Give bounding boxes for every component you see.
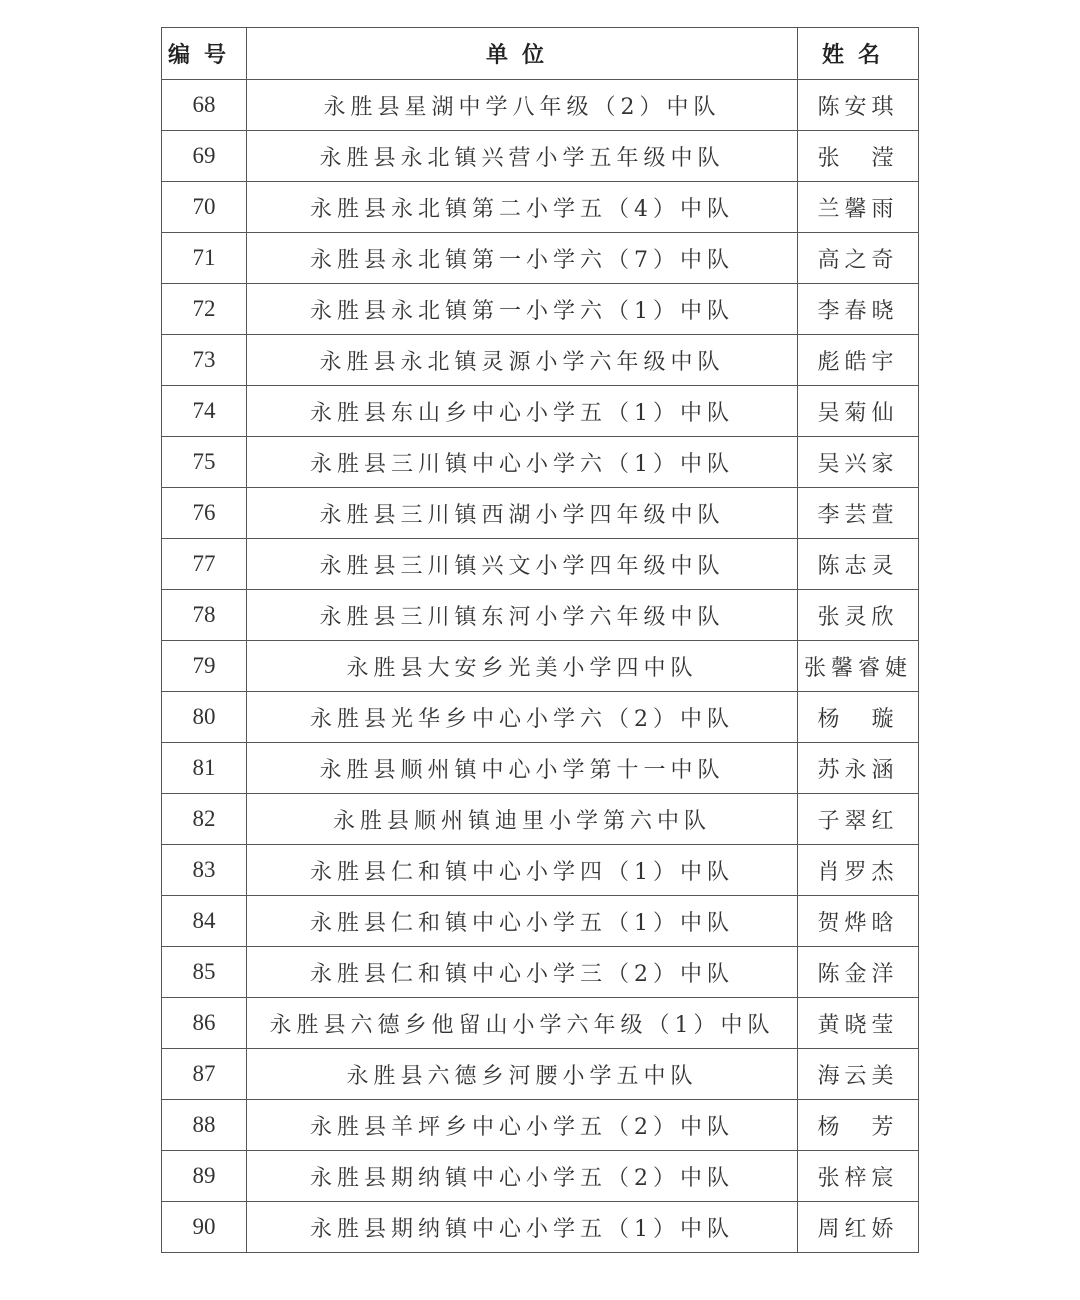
cell-name: 杨 璇 — [798, 692, 919, 743]
table-row — [162, 692, 919, 743]
cell-unit: 永胜县大安乡光美小学四中队 — [247, 641, 798, 692]
table-row — [162, 335, 919, 386]
cell-number: 81 — [162, 743, 247, 794]
header-name: 姓名 — [798, 28, 919, 80]
table-row — [162, 1202, 919, 1253]
cell-name: 张 滢 — [798, 131, 919, 182]
cell-number: 84 — [162, 896, 247, 947]
cell-name: 贺烨晗 — [798, 896, 919, 947]
cell-number: 72 — [162, 284, 247, 335]
table-row — [162, 998, 919, 1049]
cell-number: 77 — [162, 539, 247, 590]
cell-unit: 永胜县三川镇中心小学六（1）中队 — [247, 437, 798, 488]
cell-unit: 永胜县三川镇东河小学六年级中队 — [247, 590, 798, 641]
cell-unit: 永胜县永北镇第一小学六（1）中队 — [247, 284, 798, 335]
table-row — [162, 539, 919, 590]
cell-number: 88 — [162, 1100, 247, 1151]
table-row — [162, 488, 919, 539]
honor-list-table — [161, 27, 919, 1253]
table-body — [162, 80, 919, 1253]
table-row — [162, 743, 919, 794]
cell-unit: 永胜县期纳镇中心小学五（1）中队 — [247, 1202, 798, 1253]
cell-name: 李春晓 — [798, 284, 919, 335]
cell-number: 74 — [162, 386, 247, 437]
cell-unit: 永胜县仁和镇中心小学四（1）中队 — [247, 845, 798, 896]
table-row — [162, 1151, 919, 1202]
cell-number: 76 — [162, 488, 247, 539]
cell-name: 杨 芳 — [798, 1100, 919, 1151]
table-row — [162, 896, 919, 947]
cell-name: 张梓宸 — [798, 1151, 919, 1202]
cell-unit: 永胜县六德乡河腰小学五中队 — [247, 1049, 798, 1100]
cell-number: 79 — [162, 641, 247, 692]
table-row — [162, 182, 919, 233]
cell-number: 89 — [162, 1151, 247, 1202]
cell-number: 75 — [162, 437, 247, 488]
cell-unit: 永胜县期纳镇中心小学五（2）中队 — [247, 1151, 798, 1202]
cell-name: 陈金洋 — [798, 947, 919, 998]
cell-name: 海云美 — [798, 1049, 919, 1100]
cell-number: 69 — [162, 131, 247, 182]
table-row — [162, 131, 919, 182]
cell-name: 张灵欣 — [798, 590, 919, 641]
cell-unit: 永胜县六德乡他留山小学六年级（1）中队 — [247, 998, 798, 1049]
cell-number: 68 — [162, 80, 247, 131]
cell-unit: 永胜县永北镇兴营小学五年级中队 — [247, 131, 798, 182]
cell-number: 86 — [162, 998, 247, 1049]
cell-unit: 永胜县仁和镇中心小学三（2）中队 — [247, 947, 798, 998]
cell-name: 子翠红 — [798, 794, 919, 845]
cell-name: 陈志灵 — [798, 539, 919, 590]
table-row — [162, 794, 919, 845]
cell-unit: 永胜县顺州镇中心小学第十一中队 — [247, 743, 798, 794]
cell-number: 87 — [162, 1049, 247, 1100]
table-row — [162, 590, 919, 641]
table-row — [162, 80, 919, 131]
cell-unit: 永胜县永北镇第二小学五（4）中队 — [247, 182, 798, 233]
table-header-row — [162, 28, 919, 80]
cell-name: 高之奇 — [798, 233, 919, 284]
cell-number: 83 — [162, 845, 247, 896]
cell-unit: 永胜县星湖中学八年级（2）中队 — [247, 80, 798, 131]
cell-unit: 永胜县东山乡中心小学五（1）中队 — [247, 386, 798, 437]
cell-unit: 永胜县仁和镇中心小学五（1）中队 — [247, 896, 798, 947]
table-row — [162, 1100, 919, 1151]
cell-name: 肖罗杰 — [798, 845, 919, 896]
cell-number: 85 — [162, 947, 247, 998]
cell-unit: 永胜县光华乡中心小学六（2）中队 — [247, 692, 798, 743]
table-row — [162, 386, 919, 437]
cell-number: 78 — [162, 590, 247, 641]
header-number: 编号 — [162, 28, 247, 80]
cell-name: 黄晓莹 — [798, 998, 919, 1049]
cell-name: 李芸萱 — [798, 488, 919, 539]
table-row — [162, 437, 919, 488]
cell-number: 82 — [162, 794, 247, 845]
cell-number: 71 — [162, 233, 247, 284]
table-row — [162, 641, 919, 692]
cell-name: 彪皓宇 — [798, 335, 919, 386]
table-row — [162, 845, 919, 896]
cell-unit: 永胜县三川镇兴文小学四年级中队 — [247, 539, 798, 590]
cell-name: 吴菊仙 — [798, 386, 919, 437]
table-row — [162, 284, 919, 335]
cell-number: 70 — [162, 182, 247, 233]
cell-name: 苏永涵 — [798, 743, 919, 794]
cell-name: 张馨睿婕 — [798, 641, 919, 692]
cell-name: 周红娇 — [798, 1202, 919, 1253]
header-unit: 单位 — [247, 28, 798, 80]
table-row — [162, 233, 919, 284]
cell-unit: 永胜县三川镇西湖小学四年级中队 — [247, 488, 798, 539]
cell-unit: 永胜县永北镇第一小学六（7）中队 — [247, 233, 798, 284]
table-row — [162, 947, 919, 998]
cell-number: 80 — [162, 692, 247, 743]
cell-name: 吴兴家 — [798, 437, 919, 488]
cell-unit: 永胜县永北镇灵源小学六年级中队 — [247, 335, 798, 386]
cell-unit: 永胜县羊坪乡中心小学五（2）中队 — [247, 1100, 798, 1151]
cell-name: 兰馨雨 — [798, 182, 919, 233]
cell-name: 陈安琪 — [798, 80, 919, 131]
cell-unit: 永胜县顺州镇迪里小学第六中队 — [247, 794, 798, 845]
cell-number: 90 — [162, 1202, 247, 1253]
cell-number: 73 — [162, 335, 247, 386]
table-row — [162, 1049, 919, 1100]
